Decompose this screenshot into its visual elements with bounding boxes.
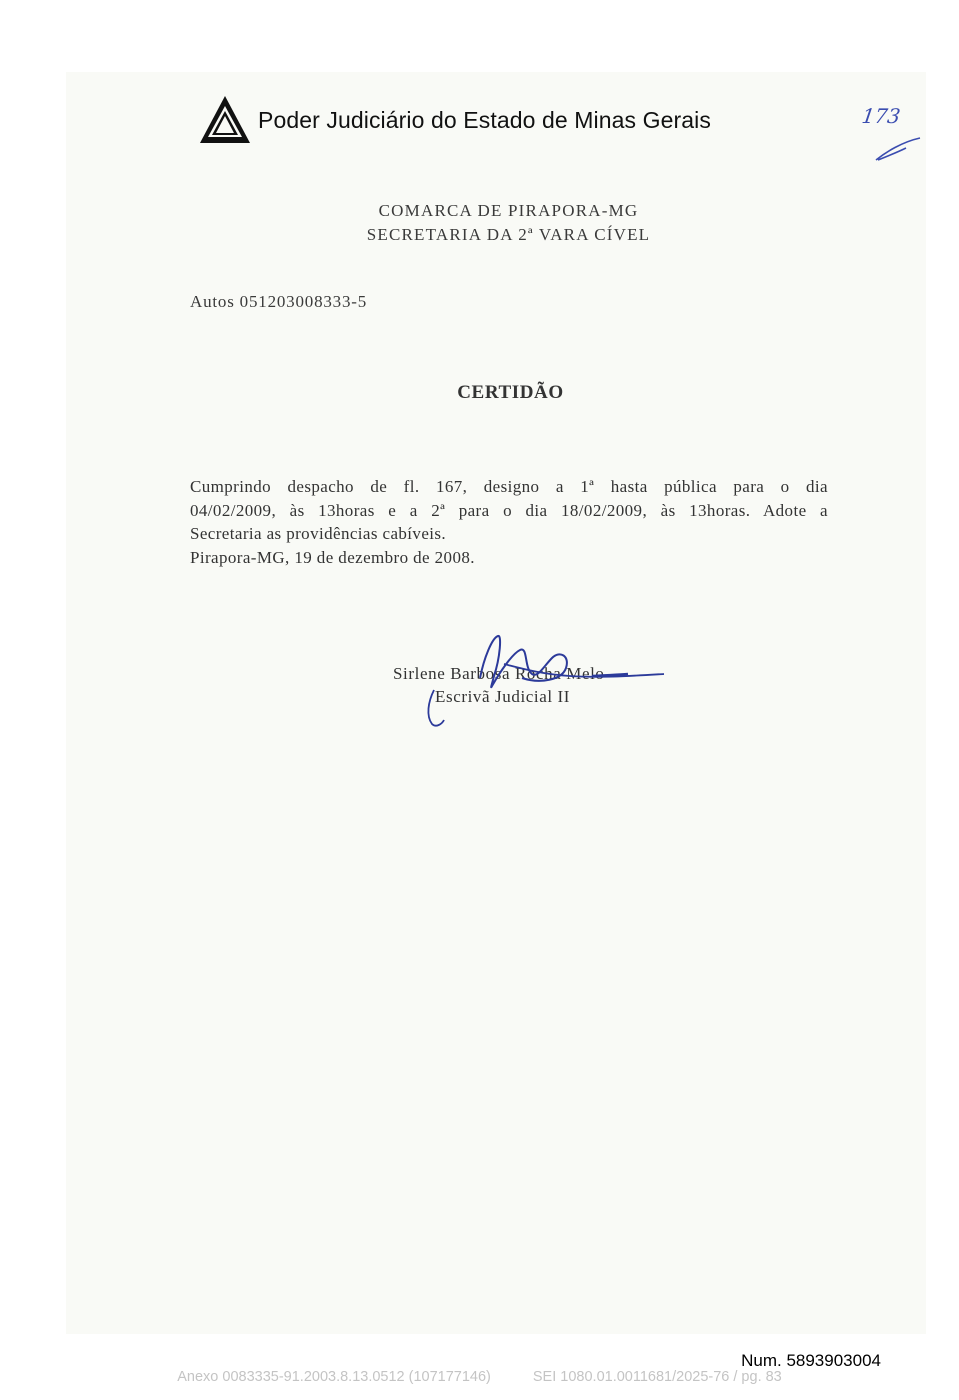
annex-reference: Anexo 0083335-91.2003.8.13.0512 (107177146)	[177, 1369, 491, 1385]
certificate-body	[190, 475, 828, 569]
header-title: Poder Judiciário do Estado de Minas Gerais	[258, 106, 711, 133]
footer-reference	[0, 1369, 959, 1385]
secretaria-line: SECRETARIA DA 2ª VARA CÍVEL	[366, 225, 651, 244]
body-line: 04/02/2009, às 13horas e a 2ª para o dia 18/02/2009, às 13horas. Adote a	[190, 500, 828, 520]
triangle-emblem-icon	[198, 93, 252, 147]
document-header	[198, 92, 711, 148]
case-number: Autos 051203008333-5	[190, 292, 368, 311]
document-number: Num. 5893903004	[741, 1351, 881, 1370]
comarca-line: COMARCA DE PIRAPORA-MG	[378, 201, 639, 220]
sei-reference: SEI 1080.01.0011681/2025-76 / pg. 83	[532, 1369, 782, 1385]
document-title: CERTIDÃO	[457, 382, 564, 403]
signatory-name: Sirlene Barbosa Rocha Melo	[393, 664, 605, 683]
handwritten-signature	[420, 628, 680, 732]
initials-mark	[862, 104, 926, 166]
body-line: Secretaria as providências cabíveis.	[190, 524, 447, 543]
sheet-number: 173	[860, 104, 902, 128]
signatory-role: Escrivã Judicial II	[435, 687, 571, 706]
date-line: Pirapora-MG, 19 de dezembro de 2008.	[190, 547, 475, 567]
body-line: Cumprindo despacho de fl. 167, designo a 1ª hasta pública para o dia	[190, 477, 828, 496]
sheet-number-annotation	[862, 104, 926, 166]
